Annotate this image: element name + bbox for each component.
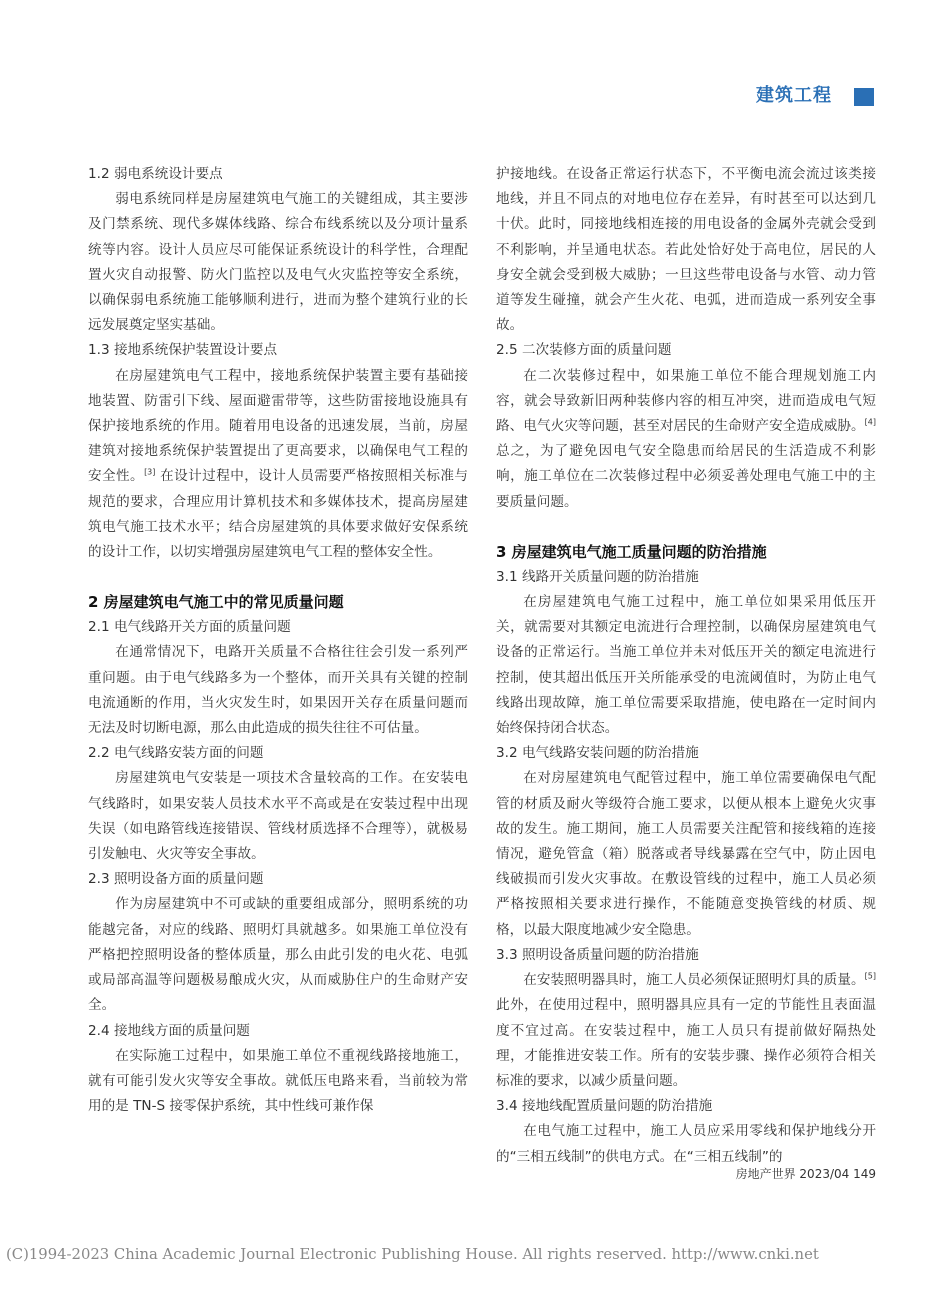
text: 2.4 接地线方面的质量问题 [88,1022,250,1039]
footer-journal-info: 房地产世界 2023/04 149 [735,1167,876,1181]
text: 在房屋建筑电气施工过程中，施工单位如果采用低压开关，就需要对其额定电流进行合理控制，以确保房屋建筑电气设备的正常运行。当施工单位并未对低压开关的额定电流进行控制，使其超出低压开关所能承受的电流阈值时，为防止电气线路出现故障，施工单位需要采取措施，使电路在一定时间内始终保持闭合状态。 [496,594,876,737]
section-heading [496,539,876,565]
left-column [88,162,468,1119]
text: 在二次装修过程中，如果施工单位不能合理规划施工内容，就会导致新旧两种装修内容的相互冲突，进而造成电气短路、电气火灾等问题，甚至对居民的生命财产安全造成威胁。 [496,367,876,435]
text: 2.5 二次装修方面的质量问题 [496,342,672,359]
subsection-heading [88,615,468,640]
text: 2.1 电气线路开关方面的质量问题 [88,619,291,636]
paragraph [88,640,468,741]
text: 在对房屋建筑电气配管过程中，施工单位需要确保电气配管的材质及耐火等级符合施工要求，以便从根本上避免火灾事故的发生。施工期间，施工人员需要关注配管和接线箱的连接情况，避免管盒（箱）脱落或者导线暴露在空气中，防止因电线破损而引发火灾事故。在敷设管线的过程中，施工人员必须严格按照相关要求进行操作，不能随意变换管线的材质、规格，以最大限度地减少安全隐患。 [496,770,876,938]
citation-ref: [4] [864,417,876,427]
subsection-heading [88,1019,468,1044]
paragraph [88,364,468,566]
text: 在电气施工过程中，施工人员应采用零线和保护地线分开的“三相五线制”的供电方式。在“三相五线制”的 [496,1123,876,1165]
text: 弱电系统同样是房屋建筑电气施工的关键组成，其主要涉及门禁系统、现代多媒体线路、综合布线系统以及分项计量系统等内容。设计人员应尽可能保证系统设计的科学性，合理配置火灾自动报警、防火门监控以及电气火灾监控等安全系统，以确保弱电系统施工能够顺利进行，进而为整个建筑行业的长远发展奠定坚实基础。 [88,191,468,334]
section-marker [854,88,874,106]
subsection-heading [88,338,468,363]
subsection-heading [496,1094,876,1119]
text: 护接地线。在设备正常运行状态下，不平衡电流会流过该类接地线，并且不同点的对地电位存在差异，有时甚至可以达到几十伏。此时，同接地线相连接的用电设备的金属外壳就会受到不利影响，并呈通电状态。若此处恰好处于高电位，居民的人身安全就会受到极大威胁；一旦这些带电设备与水管、动力管道等发生碰撞，就会产生火花、电弧，进而造成一系列安全事故。 [496,166,876,334]
citation-ref: [5] [864,971,876,981]
subsection-heading [496,943,876,968]
subsection-heading [496,741,876,766]
text: 总之，为了避免因电气安全隐患而给居民的生活造成不利影响，施工单位在二次装修过程中必须妥善处理电气施工中的主要质量问题。 [496,443,876,510]
text: 在房屋建筑电气工程中，接地系统保护装置主要有基础接地装置、防雷引下线、屋面避雷带等，这些防雷接地设施具有保护接地系统的作用。随着用电设备的迅速发展，当前，房屋建筑对接地系统保护装置提出了更高要求，以确保电气工程的安全性。 [88,367,468,485]
subsection-heading [496,338,876,363]
text: 此外，在使用过程中，照明器具应具有一定的节能性且表面温度不宜过高。在安装过程中，施工人员只有提前做好隔热处理，才能推进安装工作。所有的安装步骤、操作必须符合相关标准的要求，以减少质量问题。 [496,997,876,1089]
text: 在实际施工过程中，如果施工单位不重视线路接地施工，就有可能引发火灾等安全事故。就低压电路来看，当前较为常用的是 TN-S 接零保护系统，其中性线可兼作保 [88,1047,468,1115]
right-column [496,162,876,1170]
text: 3.4 接地线配置质量问题的防治措施 [496,1098,713,1115]
text: 房屋建筑电气安装是一项技术含量较高的工作。在安装电气线路时，如果安装人员技术水平不高或是在安装过程中出现失误（如电路管线连接错误、管线材质选择不合理等），就极易引发触电、火灾等安全事故。 [88,770,468,863]
subsection-heading [88,867,468,892]
citation-ref: [3] [144,467,156,477]
text: 3.2 电气线路安装问题的防治措施 [496,745,699,762]
paragraph [496,968,876,1094]
text: 3.3 照明设备质量问题的防治措施 [496,946,699,963]
text: 1.3 接地系统保护装置设计要点 [88,342,278,359]
text: 2.2 电气线路安装方面的问题 [88,745,264,762]
subsection-heading [496,565,876,590]
text: 1.2 弱电系统设计要点 [88,166,223,182]
paragraph [496,590,876,741]
paragraph [496,766,876,942]
section-title: 建筑工程 [756,85,832,106]
paragraph [88,892,468,1018]
paragraph [496,364,876,515]
paragraph [88,1044,468,1120]
subsection-heading [88,162,468,187]
text: 在安装照明器具时，施工人员必须保证照明灯具的质量。 [523,972,865,989]
paragraph [496,162,876,338]
text: 3.1 线路开关质量问题的防治措施 [496,568,699,585]
paragraph [496,1119,876,1169]
text: 在通常情况下，电路开关质量不合格往往会引发一系列严重问题。由于电气线路多为一个整体，而开关具有关键的控制电流通断的作用，当火灾发生时，如果因开关存在质量问题而无法及时切断电源，那么由此造成的损失往往不可估量。 [88,644,468,737]
text: 在设计过程中，设计人员需要严格按照相关标准与规范的要求，合理应用计算机技术和多媒体技术，提高房屋建筑电气施工技术水平；结合房屋建筑的具体要求做好安保系统的设计工作，以切实增强房屋建筑电气工程的整体安全性。 [88,468,469,561]
text: 3 房屋建筑电气施工质量问题的防治措施 [496,542,767,561]
paragraph [88,187,468,338]
paragraph [88,766,468,867]
subsection-heading [88,741,468,766]
section-heading [88,589,468,615]
text: 作为房屋建筑中不可或缺的重要组成部分，照明系统的功能越完备，对应的线路、照明灯具就越多。如果施工单位没有严格把控照明设备的整体质量，那么由此引发的电火花、电弧或局部高温等问题极易酿成火灾，从而威胁住户的生命财产安全。 [88,896,468,1014]
copyright-notice: (C)1994-2023 China Academic Journal Electronic Publishing House. All rights reserved. http://www.cnki.net [6,1246,819,1263]
text: 2.3 照明设备方面的质量问题 [88,871,264,888]
text: 2 房屋建筑电气施工中的常见质量问题 [88,593,344,612]
